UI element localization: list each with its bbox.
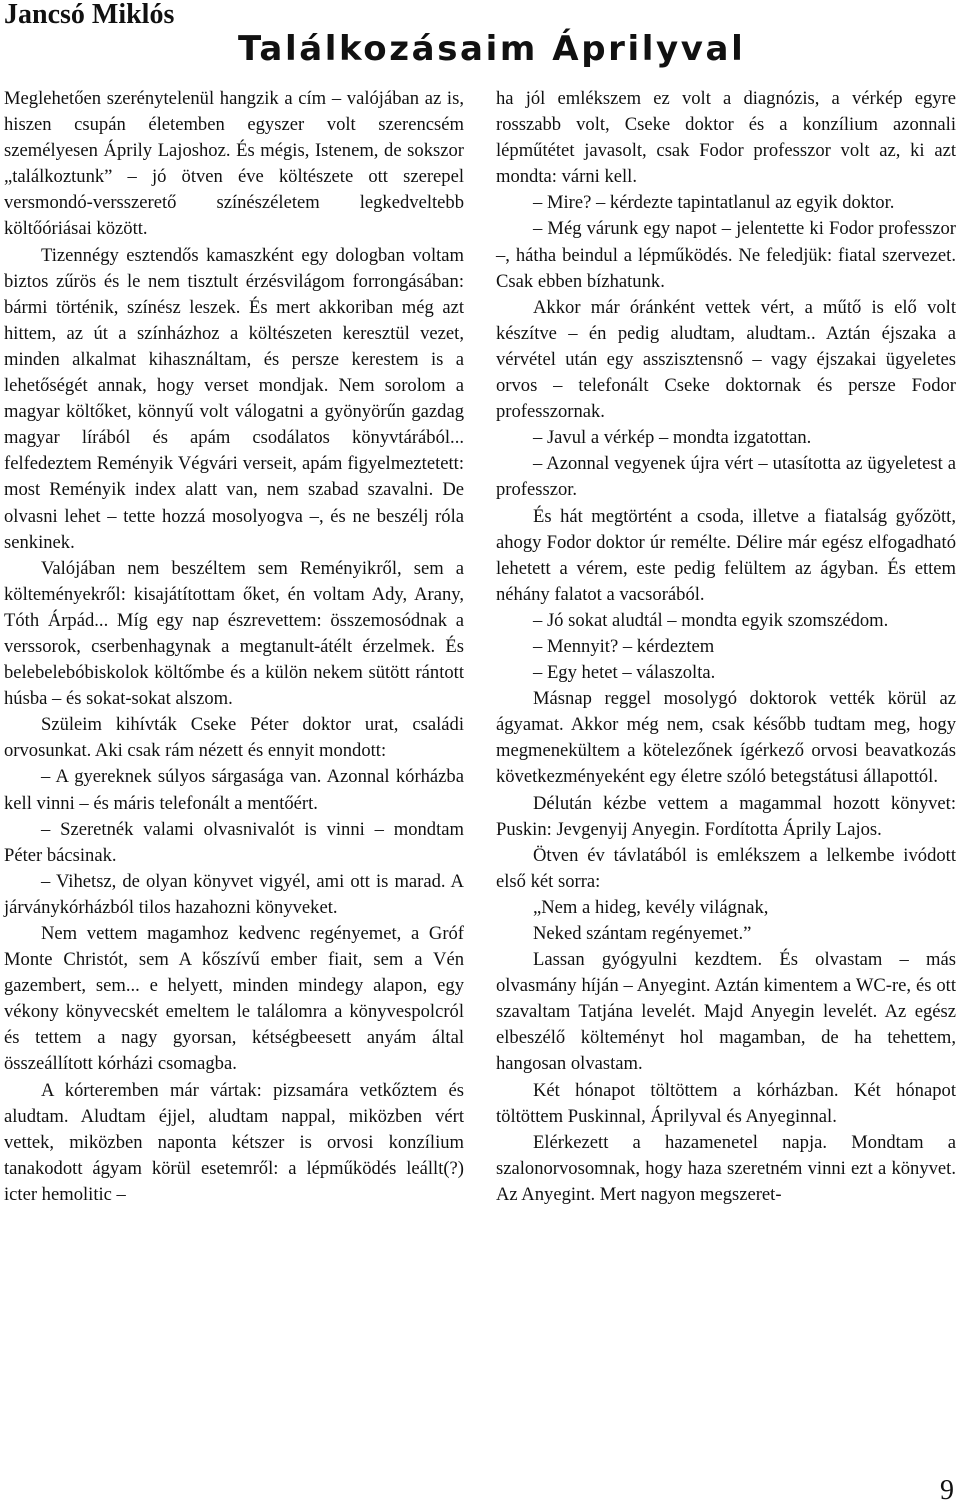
- paragraph: Ötven év távlatából is emlékszem a lelkembe ivódott első két sorra:: [496, 844, 956, 892]
- paragraph: A kórteremben már vártak: pizsamára vetkőztem és aludtam. Aludtam éjjel, aludtam nappal, miközben vért vettek, miközben naponta kétszer is orvosi konzílium tanakodott ágyam körül esetemről: a lépműködés leállt(?) icter hemolitic –: [4, 1079, 464, 1205]
- paragraph: Nem vettem magamhoz kedvenc regényemet, a Gróf Monte Christót, sem A kőszívű ember fiait, sem a Vén gazembert, sem... e helyett, minden mindegy alapon, egy vékony könyvecskét emeltem le találomra a könyvespolcról és tettem a nagy gyorsan, kétségbeesett anyám által összeállított kórházi csomagba.: [4, 923, 464, 1075]
- paragraph: Valójában nem beszéltem sem Reményikről, sem a költeményekről: kisajátítottam őket, én voltam Ady, Arany, Tóth Árpád... Míg egy nap észrevettem: összemosódnak a verssorok, cserbenhagynak a megtanult-átélt érzelmek. És belebelebóbiskolok költőmbe és a külön nekem sütött rántott húsba – és sokat-sokat alszom.: [4, 557, 464, 710]
- dialogue-line: – Mire? – kérdezte tapintatlanul az egyik doktor.: [533, 192, 895, 214]
- dialogue-line: – Egy hetet – válaszolta.: [533, 662, 716, 684]
- dialogue-line: – Vihetsz, de olyan könyvet vigyél, ami ott is marad. A járványkórházból tilos hazahozni könyveket.: [4, 870, 464, 918]
- paragraph: Két hónapot töltöttem a kórházban. Két hónapot töltöttem Puskinnal, Áprilyval és Anyeginnal.: [496, 1079, 956, 1127]
- dialogue-line: – Mennyit? – kérdeztem: [533, 635, 715, 657]
- dialogue-line: – Még várunk egy napot – jelentette ki Fodor professzor –, hátha beindul a lépműködés. Ne feledjük: fiatal szervezet. Csak ebben bízhatunk.: [496, 218, 956, 292]
- dialogue-line: – Javul a vérkép – mondta izgatottan.: [533, 427, 812, 449]
- left-column: [4, 86, 464, 1208]
- paragraph: Meglehetően szerénytelenül hangzik a cím – valójában az is, hiszen csupán életemben egyszer volt szerencsém személyesen Áprily Lajoshoz. És mégis, Istenem, de sokszor „találkoztunk” – jó ötven éve költészete ott szerepel versmondó-versszerető színészéletem legkedveltebb költőóriásai között.: [4, 88, 464, 240]
- article-title: Találkozásaim Áprilyval: [238, 29, 746, 69]
- paragraph: ha jól emlékszem ez volt a diagnózis, a vérkép egyre rosszabb volt, Cseke doktor és a konzílium azonnali lépműtétet javasolt, csak Fodor professzor volt az, ki azt mondta: várni kell.: [496, 88, 956, 188]
- paragraph: Délután kézbe vettem a magammal hozott könyvet: Puskin: Jevgenyij Anyegin. Fordította Áprily Lajos.: [496, 792, 956, 840]
- paragraph: Elérkezett a hazamenetel napja. Mondtam a szalonorvosomnak, hogy haza szeretném vinni ezt a könyvet. Az Anyegint. Mert nagyon megszeret-: [496, 1131, 956, 1205]
- poem-line: „Nem a hideg, kevély világnak,: [533, 896, 769, 918]
- dialogue-line: – A gyereknek súlyos sárgasága van. Azonnal kórházba kell vinni – és máris telefonált a mentőért.: [4, 766, 464, 814]
- paragraph: És hát megtörtént a csoda, illetve a fiatalság győzött, ahogy Fodor doktor úr remélte. Délire már egész elfogadható lehetett a vérem, este pedig felültem az ágyban. És ettem néhány falatot a vacsorából.: [496, 505, 956, 605]
- right-column: [496, 86, 956, 1208]
- paragraph: Akkor már óránként vettek vért, a műtő is elő volt készítve – én pedig aludtam, aludtam.. Aztán éjszaka a vérvétel után egy asszisztensnő – vagy éjszakai ügyeletes orvos – telefonált Cseke doktornak és persze Fodor professzornak.: [496, 296, 956, 423]
- dialogue-line: – Szeretnék valami olvasnivalót is vinni – mondtam Péter bácsinak.: [4, 818, 464, 866]
- poem-line: Neked szántam regényemet.”: [533, 923, 752, 944]
- paragraph: Másnap reggel mosolygó doktorok vették körül az ágyamat. Akkor még nem, csak később tudtam meg, hogy megmenekültem a kötelezőnek ígérkező orvosi beavatkozás következményeként egy életre szóló betegstátusi állapottól.: [496, 688, 956, 788]
- paragraph: Lassan gyógyulni kezdtem. És olvastam – más olvasmány híján – Anyegint. Aztán kimentem a WC-re, és ott szavaltam Tatjána levelét. Majd Anyegin levelét. Az egész elbeszélő költeményt hol magamban, de ha tehettem, hangosan olvastam.: [496, 949, 956, 1075]
- author-name: Jancsó Miklós: [4, 0, 175, 30]
- paragraph: Szüleim kihívták Cseke Péter doktor urat, családi orvosunkat. Aki csak rám nézett és ennyit mondott:: [4, 714, 464, 762]
- dialogue-line: – Azonnal vegyenek újra vért – utasította az ügyeletest a professzor.: [496, 453, 956, 501]
- paragraph: Tizennégy esztendős kamaszként egy dologban voltam biztos zűrös és le nem tisztult érzésvilágom forrongásában: bármi történik, színész leszek. És mert akkoriban még azt hittem, az út a színházhoz a költészeten keresztül vezet, minden alkalmat kihasználtam, és persze kerestem is a lehetőségét annak, hogy verset mondjak. Nem sorolom a magyar költőket, könnyű volt válogatni a gyönyörűn gazdag magyar lírából és apám csodálatos könyvtárából... felfedeztem Reményik Végvári verseit, apám figyelmeztetett: most Reményik index alatt van, nem szabad szavalni. De olvasni lehet – tette hozzá mosolyogva –, és ne beszélj róla senkinek.: [4, 244, 464, 553]
- page-number: 9: [940, 1475, 954, 1506]
- dialogue-line: – Jó sokat aludtál – mondta egyik szomszédom.: [533, 609, 889, 631]
